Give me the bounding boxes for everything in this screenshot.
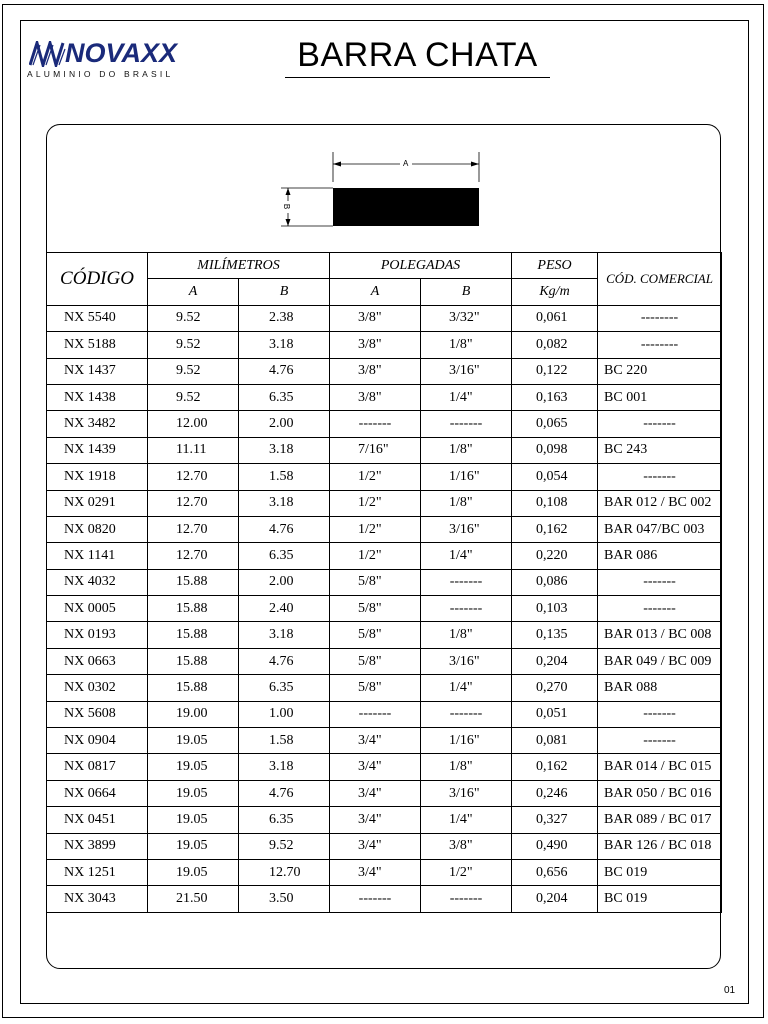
pol-a-cell: 3/4" <box>330 859 421 885</box>
mm-a-cell: 19.05 <box>148 833 239 859</box>
pol-a-cell: 1/2" <box>330 543 421 569</box>
mm-b-cell: 1.58 <box>239 728 330 754</box>
mm-b-cell: 3.18 <box>239 437 330 463</box>
code-cell: NX 5540 <box>47 305 148 331</box>
table-row <box>47 569 722 595</box>
code-cell: NX 0005 <box>47 596 148 622</box>
pol-a-cell: 5/8" <box>330 675 421 701</box>
commercial-code-cell: BC 001 <box>598 384 722 410</box>
commercial-code-cell: BAR 126 / BC 018 <box>598 833 722 859</box>
mm-b-cell: 3.18 <box>239 490 330 516</box>
peso-cell: 0,051 <box>512 701 598 727</box>
code-cell: NX 1141 <box>47 543 148 569</box>
commercial-code-cell: ------- <box>598 411 722 437</box>
pol-a-cell: 5/8" <box>330 596 421 622</box>
pol-b-cell: 1/8" <box>421 490 512 516</box>
commercial-code-cell: BAR 012 / BC 002 <box>598 490 722 516</box>
code-cell: NX 3482 <box>47 411 148 437</box>
commercial-code-cell: BAR 086 <box>598 543 722 569</box>
peso-cell: 0,054 <box>512 464 598 490</box>
mm-b-cell: 9.52 <box>239 833 330 859</box>
mm-b-cell: 4.76 <box>239 358 330 384</box>
code-cell: NX 3043 <box>47 886 148 912</box>
commercial-code-cell: BAR 014 / BC 015 <box>598 754 722 780</box>
commercial-code-cell: ------- <box>598 701 722 727</box>
pol-b-cell: 3/8" <box>421 833 512 859</box>
peso-cell: 0,065 <box>512 411 598 437</box>
mm-b-cell: 3.18 <box>239 622 330 648</box>
commercial-code-cell: ------- <box>598 728 722 754</box>
pol-b-cell: 1/16" <box>421 728 512 754</box>
peso-cell: 0,327 <box>512 807 598 833</box>
commercial-code-cell: BAR 089 / BC 017 <box>598 807 722 833</box>
peso-cell: 0,162 <box>512 754 598 780</box>
table-row <box>47 728 722 754</box>
mm-b-cell: 6.35 <box>239 807 330 833</box>
table-row <box>47 543 722 569</box>
peso-cell: 0,246 <box>512 780 598 806</box>
commercial-code-cell: BC 019 <box>598 859 722 885</box>
commercial-code-cell: -------- <box>598 332 722 358</box>
peso-cell: 0,082 <box>512 332 598 358</box>
pol-a-cell: ------- <box>330 886 421 912</box>
code-cell: NX 1439 <box>47 437 148 463</box>
mm-a-cell: 15.88 <box>148 675 239 701</box>
code-cell: NX 0817 <box>47 754 148 780</box>
header-cod-comercial: CÓD. COMERCIAL <box>598 253 722 306</box>
mm-a-cell: 15.88 <box>148 622 239 648</box>
pol-b-cell: 1/8" <box>421 622 512 648</box>
commercial-code-cell: BC 019 <box>598 886 722 912</box>
mm-b-cell: 4.76 <box>239 648 330 674</box>
peso-cell: 0,108 <box>512 490 598 516</box>
commercial-code-cell: BAR 013 / BC 008 <box>598 622 722 648</box>
mm-a-cell: 12.70 <box>148 543 239 569</box>
code-cell: NX 0663 <box>47 648 148 674</box>
commercial-code-cell: BAR 047/BC 003 <box>598 516 722 542</box>
commercial-code-cell: -------- <box>598 305 722 331</box>
mm-a-cell: 12.70 <box>148 464 239 490</box>
table-row <box>47 490 722 516</box>
code-cell: NX 0193 <box>47 622 148 648</box>
header-pol-a: A <box>330 279 421 305</box>
barra-chata-table <box>46 252 722 913</box>
cross-section-diagram <box>275 150 490 240</box>
novaxx-wave-icon <box>29 41 67 67</box>
novaxx-logo <box>27 38 187 80</box>
mm-b-cell: 2.00 <box>239 411 330 437</box>
pol-b-cell: 1/8" <box>421 437 512 463</box>
pol-b-cell: 1/4" <box>421 675 512 701</box>
code-cell: NX 0820 <box>47 516 148 542</box>
code-cell: NX 1918 <box>47 464 148 490</box>
pol-b-cell: 1/16" <box>421 464 512 490</box>
table-row <box>47 516 722 542</box>
table-row <box>47 780 722 806</box>
pol-a-cell: 3/8" <box>330 305 421 331</box>
mm-b-cell: 6.35 <box>239 675 330 701</box>
peso-cell: 0,135 <box>512 622 598 648</box>
pol-b-cell: 1/8" <box>421 754 512 780</box>
commercial-code-cell: BC 220 <box>598 358 722 384</box>
table-row <box>47 596 722 622</box>
mm-a-cell: 19.05 <box>148 780 239 806</box>
mm-b-cell: 3.18 <box>239 754 330 780</box>
peso-cell: 0,656 <box>512 859 598 885</box>
header-mm-a: A <box>148 279 239 305</box>
pol-a-cell: 3/4" <box>330 728 421 754</box>
code-cell: NX 4032 <box>47 569 148 595</box>
mm-a-cell: 12.70 <box>148 490 239 516</box>
pol-b-cell: 1/4" <box>421 384 512 410</box>
pol-a-cell: 5/8" <box>330 648 421 674</box>
peso-cell: 0,103 <box>512 596 598 622</box>
pol-a-cell: 3/8" <box>330 358 421 384</box>
pol-a-cell: 3/4" <box>330 807 421 833</box>
mm-a-cell: 19.05 <box>148 807 239 833</box>
pol-a-cell: ------- <box>330 701 421 727</box>
mm-b-cell: 4.76 <box>239 780 330 806</box>
table-row <box>47 622 722 648</box>
mm-a-cell: 9.52 <box>148 384 239 410</box>
mm-a-cell: 19.05 <box>148 728 239 754</box>
table-row <box>47 701 722 727</box>
code-cell: NX 1251 <box>47 859 148 885</box>
dimension-b-label: B <box>282 203 292 210</box>
table-row <box>47 807 722 833</box>
mm-a-cell: 15.88 <box>148 648 239 674</box>
pol-b-cell: 1/2" <box>421 859 512 885</box>
mm-b-cell: 1.58 <box>239 464 330 490</box>
mm-b-cell: 1.00 <box>239 701 330 727</box>
pol-a-cell: 1/2" <box>330 464 421 490</box>
pol-a-cell: 7/16" <box>330 437 421 463</box>
pol-a-cell: 3/8" <box>330 332 421 358</box>
pol-a-cell: 1/2" <box>330 516 421 542</box>
pol-a-cell: 3/4" <box>330 833 421 859</box>
header-mm-b: B <box>239 279 330 305</box>
page-title: BARRA CHATA <box>297 36 538 74</box>
table-row <box>47 358 722 384</box>
mm-b-cell: 12.70 <box>239 859 330 885</box>
peso-cell: 0,086 <box>512 569 598 595</box>
table-row <box>47 411 722 437</box>
header-peso: PESO <box>512 253 598 279</box>
peso-cell: 0,081 <box>512 728 598 754</box>
peso-cell: 0,490 <box>512 833 598 859</box>
mm-a-cell: 19.00 <box>148 701 239 727</box>
table-row <box>47 384 722 410</box>
page-number: 01 <box>724 985 736 996</box>
mm-b-cell: 6.35 <box>239 543 330 569</box>
mm-b-cell: 3.50 <box>239 886 330 912</box>
header-pol-b: B <box>421 279 512 305</box>
pol-b-cell: 3/16" <box>421 780 512 806</box>
pol-b-cell: 3/16" <box>421 358 512 384</box>
pol-b-cell: 3/16" <box>421 516 512 542</box>
header-milimetros: MILÍMETROS <box>148 253 330 279</box>
peso-cell: 0,220 <box>512 543 598 569</box>
mm-b-cell: 6.35 <box>239 384 330 410</box>
mm-a-cell: 19.05 <box>148 754 239 780</box>
mm-a-cell: 11.11 <box>148 437 239 463</box>
pol-a-cell: 1/2" <box>330 490 421 516</box>
commercial-code-cell: BAR 088 <box>598 675 722 701</box>
mm-a-cell: 12.00 <box>148 411 239 437</box>
code-cell: NX 3899 <box>47 833 148 859</box>
table-row <box>47 648 722 674</box>
mm-a-cell: 19.05 <box>148 859 239 885</box>
mm-b-cell: 2.38 <box>239 305 330 331</box>
table-row <box>47 437 722 463</box>
code-cell: NX 0302 <box>47 675 148 701</box>
commercial-code-cell: ------- <box>598 464 722 490</box>
mm-b-cell: 4.76 <box>239 516 330 542</box>
header-peso-unit: Kg/m <box>512 279 598 305</box>
peso-cell: 0,098 <box>512 437 598 463</box>
peso-cell: 0,204 <box>512 648 598 674</box>
pol-b-cell: ------- <box>421 569 512 595</box>
mm-b-cell: 2.00 <box>239 569 330 595</box>
commercial-code-cell: BC 243 <box>598 437 722 463</box>
commercial-code-cell: ------- <box>598 596 722 622</box>
table-row <box>47 675 722 701</box>
pol-a-cell: 3/4" <box>330 754 421 780</box>
header-polegadas: POLEGADAS <box>330 253 512 279</box>
pol-b-cell: 3/32" <box>421 305 512 331</box>
mm-a-cell: 12.70 <box>148 516 239 542</box>
pol-b-cell: 3/16" <box>421 648 512 674</box>
pol-a-cell: 3/8" <box>330 384 421 410</box>
mm-a-cell: 9.52 <box>148 305 239 331</box>
header-codigo: CÓDIGO <box>47 253 148 306</box>
peso-cell: 0,163 <box>512 384 598 410</box>
commercial-code-cell: BAR 050 / BC 016 <box>598 780 722 806</box>
pol-b-cell: 1/8" <box>421 332 512 358</box>
code-cell: NX 5608 <box>47 701 148 727</box>
table-row <box>47 754 722 780</box>
pol-a-cell: 3/4" <box>330 780 421 806</box>
code-cell: NX 5188 <box>47 332 148 358</box>
mm-b-cell: 2.40 <box>239 596 330 622</box>
pol-a-cell: ------- <box>330 411 421 437</box>
pol-b-cell: 1/4" <box>421 543 512 569</box>
mm-b-cell: 3.18 <box>239 332 330 358</box>
dimension-a-label: A <box>403 159 409 168</box>
table-row <box>47 464 722 490</box>
code-cell: NX 0291 <box>47 490 148 516</box>
table-row <box>47 332 722 358</box>
mm-a-cell: 15.88 <box>148 596 239 622</box>
mm-a-cell: 9.52 <box>148 332 239 358</box>
title-underline <box>285 77 550 78</box>
table-body <box>47 305 722 912</box>
pol-b-cell: ------- <box>421 886 512 912</box>
flat-bar-drawing <box>275 150 490 240</box>
code-cell: NX 0664 <box>47 780 148 806</box>
table-row <box>47 305 722 331</box>
peso-cell: 0,061 <box>512 305 598 331</box>
mm-a-cell: 15.88 <box>148 569 239 595</box>
code-cell: NX 1437 <box>47 358 148 384</box>
table-row <box>47 859 722 885</box>
brand-name: NOVAXX <box>65 38 178 68</box>
pol-b-cell: ------- <box>421 596 512 622</box>
code-cell: NX 1438 <box>47 384 148 410</box>
pol-a-cell: 5/8" <box>330 569 421 595</box>
table-row <box>47 833 722 859</box>
table-row <box>47 886 722 912</box>
peso-cell: 0,122 <box>512 358 598 384</box>
peso-cell: 0,162 <box>512 516 598 542</box>
mm-a-cell: 9.52 <box>148 358 239 384</box>
pol-a-cell: 5/8" <box>330 622 421 648</box>
brand-tagline: ALUMINIO DO BRASIL <box>27 69 174 79</box>
pol-b-cell: 1/4" <box>421 807 512 833</box>
pol-b-cell: ------- <box>421 701 512 727</box>
code-cell: NX 0904 <box>47 728 148 754</box>
code-cell: NX 0451 <box>47 807 148 833</box>
peso-cell: 0,270 <box>512 675 598 701</box>
mm-a-cell: 21.50 <box>148 886 239 912</box>
commercial-code-cell: ------- <box>598 569 722 595</box>
peso-cell: 0,204 <box>512 886 598 912</box>
pol-b-cell: ------- <box>421 411 512 437</box>
commercial-code-cell: BAR 049 / BC 009 <box>598 648 722 674</box>
